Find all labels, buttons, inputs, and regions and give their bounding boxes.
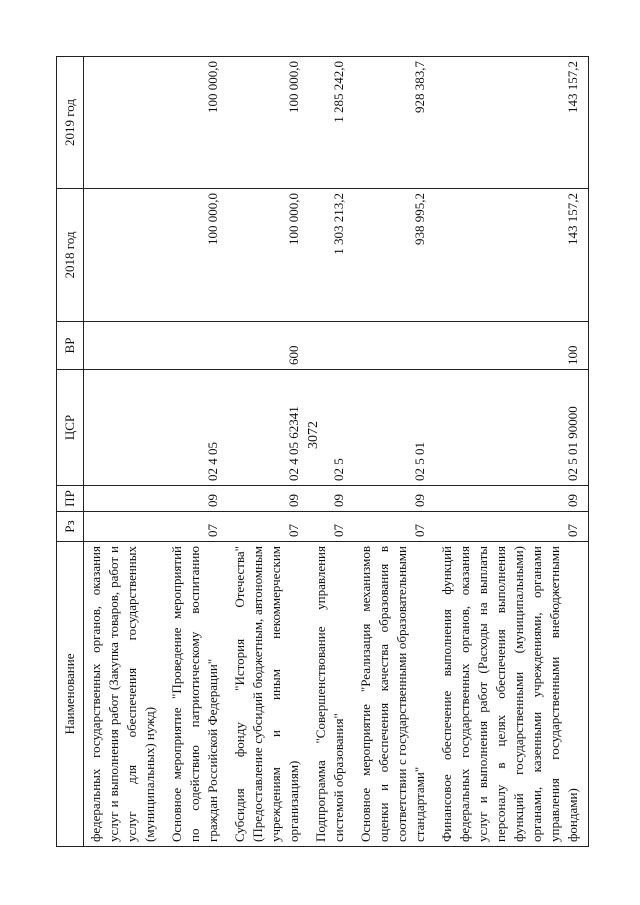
row-pr [84, 486, 166, 512]
header-name: Наименование [57, 542, 84, 847]
row-2018: 938 995,2 [354, 189, 435, 322]
row-csr: 02 5 01 [354, 370, 435, 486]
table-row [165, 57, 228, 847]
row-name: Подпрограмма "Совершенствование управления системой образования" [309, 542, 354, 847]
header-row [57, 57, 84, 847]
budget-table [56, 56, 589, 847]
row-vr [354, 322, 435, 370]
row-2019 [84, 57, 166, 189]
row-2019: 1 285 242,0 [309, 57, 354, 189]
row-name: Финансовое обеспечение выполнения функций федеральных государственных органов, оказания услуг и выполнения работ (Расходы на выплаты персоналу в целях обеспечения выполнения функций государственными (муниципальными) органами, казенными учреждениями, органами управления государственными внебюджетными фондами) [435, 542, 589, 847]
row-vr [309, 322, 354, 370]
row-vr: 100 [435, 322, 589, 370]
row-pr: 09 [309, 486, 354, 512]
row-name: Субсидия фонду "История Отечества" (Предоставление субсидий бюджетным, автономным учреждениям и иным некоммерческим организациям) [228, 542, 309, 847]
row-2019: 143 157,2 [435, 57, 589, 189]
row-2018: 100 000,0 [228, 189, 309, 322]
row-rz [84, 512, 166, 542]
row-rz: 07 [435, 512, 589, 542]
row-rz: 07 [309, 512, 354, 542]
row-rz: 07 [228, 512, 309, 542]
row-name: Основное мероприятие "Проведение мероприятий по содействию патриотическому воспитанию граждан Российской Федерации" [165, 542, 228, 847]
row-csr: 02 5 [309, 370, 354, 486]
header-csr: ЦСР [57, 370, 84, 486]
table-row [435, 57, 589, 847]
row-2019: 100 000,0 [165, 57, 228, 189]
table-row [84, 57, 166, 847]
row-pr: 09 [228, 486, 309, 512]
row-rz: 07 [165, 512, 228, 542]
row-name: Основное мероприятие "Реализация механизмов оценки и обеспечения качества образования в соответствии с государственными образовательными стандартами" [354, 542, 435, 847]
rotated-table-container [56, 57, 601, 847]
row-2018 [84, 189, 166, 322]
page-number: 3072 [306, 421, 321, 449]
row-csr: 02 4 05 62341 [228, 370, 309, 486]
table-row [354, 57, 435, 847]
row-csr: 02 5 01 90000 [435, 370, 589, 486]
row-csr: 02 4 05 [165, 370, 228, 486]
row-2019: 100 000,0 [228, 57, 309, 189]
table-row [309, 57, 354, 847]
header-vr: ВР [57, 322, 84, 370]
header-2019: 2019 год [57, 57, 84, 189]
table-row [228, 57, 309, 847]
row-vr [84, 322, 166, 370]
header-rz: Рз [57, 512, 84, 542]
row-rz: 07 [354, 512, 435, 542]
row-vr: 600 [228, 322, 309, 370]
row-pr: 09 [435, 486, 589, 512]
header-2018: 2018 год [57, 189, 84, 322]
row-vr [165, 322, 228, 370]
row-2018: 143 157,2 [435, 189, 589, 322]
row-2019: 928 383,7 [354, 57, 435, 189]
row-pr: 09 [165, 486, 228, 512]
row-name: федеральных государственных органов, оказания услуг и выполнения работ (Закупка товаров, работ и услуг для обеспечения государственных (муниципальных) нужд) [84, 542, 166, 847]
row-csr [84, 370, 166, 486]
header-pr: ПР [57, 486, 84, 512]
row-2018: 1 303 213,2 [309, 189, 354, 322]
row-2018: 100 000,0 [165, 189, 228, 322]
row-pr: 09 [354, 486, 435, 512]
